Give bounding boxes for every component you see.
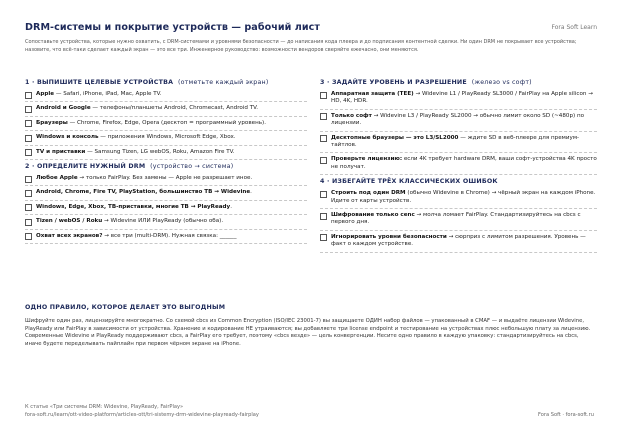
checkbox-icon[interactable] — [320, 92, 327, 99]
drm-item — [25, 189, 307, 196]
rule-text: Шифруйте один раз, лицензируйте многократно. Со схемой cbcs из Common Encryption (ISO/IEC 23001-7) вы защищаете ОДИН набор файлов — упакованный в CMAF — и выдаёте лицензии Widevine, PlayReady или FairPlay в зависимости от устройства. Хранение и кодирование НЕ утраиваются; вы добавляете три license endpoint и тестирование на устройствах плюс небольшую плату за лицензию. Современные Widevine и PlayReady поддерживают cbcs, а FairPlay его требует, поэтому «cbcs везде» — цель конвергенции. Несите одно правило в каждую упаковку: стандартизируйтесь на cbcs, иначе будете переделывать пайплайн при первом чёрном экране на iPhone. — [25, 318, 591, 347]
divider — [25, 101, 307, 102]
brand-label: Fora Soft Learn — [551, 24, 597, 31]
checkbox-icon[interactable] — [25, 219, 32, 226]
mistakes-item-label: Шифрование только cenc — [331, 212, 415, 219]
footer-site: Fora Soft · fora-soft.ru — [538, 412, 594, 418]
divider — [25, 159, 307, 160]
section-4-title — [320, 178, 597, 185]
devices-item-text: — Chrome, Firefox, Edge, Opera (десктоп = программный уровень). — [67, 119, 266, 126]
drm-item-text: → все три (multi-DRM). Нужная связка: ______ — [102, 232, 237, 239]
right-column — [320, 79, 597, 256]
drm-item — [25, 175, 307, 182]
drm-item-text: → Widevine ИЛИ PlayReady (обычно оба). — [102, 218, 224, 225]
section-3-hint: (железо vs софт) — [471, 79, 532, 86]
checkbox-icon[interactable] — [25, 176, 32, 183]
levels-item-label: Проверьте лицензию: — [331, 156, 403, 163]
devices-item — [25, 91, 307, 98]
devices-item-text: — телефоны/планшеты Android, Chromecast, Android TV. — [90, 105, 259, 112]
divider — [320, 152, 597, 153]
divider — [320, 230, 597, 231]
divider — [25, 130, 307, 131]
checkbox-icon[interactable] — [25, 204, 32, 211]
divider — [320, 252, 597, 253]
levels-item — [320, 91, 597, 106]
left-column — [25, 79, 307, 247]
divider — [25, 214, 307, 215]
intro-text: Сопоставьте устройства, которые нужно охватить, с DRM-системами и уровнями безопасности — до написания кода плеера и до подписания контентной сделки. Ни один DRM не покрывает все устройства; назовите, что всё-таки сделает каждый экран — это все три. Инженерное руководство: возможности вендоров сверяйте ежечасно, они меняются. — [25, 39, 577, 53]
levels-item-text: → Widevine L3 / PlayReady SL2000 → обычно лимит около SD (~480p) по лицензии. — [331, 112, 585, 127]
devices-item-label: TV и приставки — [36, 148, 86, 155]
divider — [25, 145, 307, 146]
devices-item — [25, 149, 307, 156]
mistakes-item — [320, 190, 597, 205]
levels-item-text: → Widevine L1 / PlayReady SL3000 / FairPlay на Apple silicon → HD, 4K, HDR. — [331, 91, 593, 105]
checkbox-icon[interactable] — [25, 233, 32, 240]
mistakes-item-label: Строить под один DRM — [331, 190, 406, 197]
section-2-heading: 2 · ОПРЕДЕЛИТЕ НУЖНЫЙ DRM — [25, 163, 146, 171]
checkbox-icon[interactable] — [320, 135, 327, 142]
checkbox-icon[interactable] — [25, 135, 32, 142]
devices-item-text: — приложения Windows, Microsoft Edge, Xbox. — [98, 134, 236, 141]
drm-item-label: Tizen / webOS / Roku — [36, 218, 103, 225]
levels-item-label: Только софт — [331, 112, 372, 119]
devices-item — [25, 134, 307, 141]
devices-item-label: Windows и консоль — [36, 134, 99, 141]
divider — [25, 200, 307, 201]
devices-item — [25, 105, 307, 112]
mistakes-item-text: → молча ломает FairPlay. Стандартизируйтесь на cbcs с первого дня. — [331, 212, 581, 226]
mistakes-item-label: Игнорировать уровни безопасности — [331, 233, 447, 240]
drm-item-label: Охват всех экранов? — [36, 232, 103, 239]
levels-item-label: Десктопные браузеры — это L3/SL2000 — [331, 134, 459, 141]
drm-item-label: Windows, Edge, Xbox, TB-приставки, многие TB → PlayReady — [36, 203, 231, 210]
drm-item-text: → только FairPlay. Без замены — Apple не разрешает иное. — [77, 175, 253, 182]
drm-item-text: . — [230, 203, 232, 210]
section-4-heading: 4 · ИЗБЕГАЙТЕ ТРЁХ КЛАССИЧЕСКИХ ОШИБОК — [320, 178, 498, 186]
drm-item — [25, 218, 307, 225]
devices-checklist — [25, 91, 307, 160]
checkbox-icon[interactable] — [320, 157, 327, 164]
mistakes-item — [320, 212, 597, 227]
devices-item-label: Apple — [36, 91, 55, 97]
worksheet-page — [25, 22, 597, 347]
checkbox-icon[interactable] — [320, 191, 327, 198]
rule-title: ОДНО ПРАВИЛО, КОТОРОЕ ДЕЛАЕТ ЭТО ВЫГОДНЫМ — [25, 304, 226, 311]
divider — [320, 131, 597, 132]
levels-item — [320, 135, 597, 150]
drm-item-text: . — [250, 189, 252, 196]
footer-url: fora-soft.ru/learn/ott-video-platform/articles-ott/tri-sistemy-drm-widevine-playready-fairplay — [25, 412, 259, 418]
checkbox-icon[interactable] — [320, 213, 327, 220]
drm-item — [25, 233, 307, 240]
section-3-heading: 3 · ЗАДАЙТЕ УРОВЕНЬ И РАЗРЕШЕНИЕ — [320, 79, 467, 86]
devices-item-text: — Safari, iPhone, iPad, Mac, Apple TV. — [54, 91, 162, 97]
checkbox-icon[interactable] — [25, 190, 32, 197]
divider — [25, 229, 307, 230]
section-3-title — [320, 79, 597, 86]
devices-item-text: — Samsung Tizen, LG webOS, Roku, Amazon Fire TV. — [85, 148, 235, 155]
divider — [25, 116, 307, 117]
section-1-hint: (отметьте каждый экран) — [177, 79, 269, 86]
checkbox-icon[interactable] — [25, 92, 32, 99]
mistakes-checklist — [320, 190, 597, 252]
mistakes-item-text: (обычно Widevine в Chrome) → чёрный экран на каждом iPhone. Идите от карты устройств. — [331, 190, 596, 204]
divider — [320, 174, 597, 175]
mistakes-item-text: → сюрприз с лимитом разрешения. Уровень — факт о каждом устройстве. — [331, 233, 586, 248]
page-title: DRM-системы и покрытие устройств — рабочий лист — [25, 22, 320, 33]
levels-item — [320, 156, 597, 171]
checkbox-icon[interactable] — [25, 120, 32, 127]
section-1-heading: 1 · ВЫПИШИТЕ ЦЕЛЕВЫЕ УСТРОЙСТВА — [25, 79, 174, 86]
levels-checklist — [320, 91, 597, 175]
levels-item-text: — ждите SD в веб-плеере для премиум-тайтлов. — [331, 134, 580, 149]
divider — [25, 243, 307, 244]
section-2-hint: (устройство → система) — [150, 163, 234, 171]
checkbox-icon[interactable] — [25, 106, 32, 113]
divider — [320, 208, 597, 209]
drm-item — [25, 204, 307, 211]
drm-item-label: Android, Chrome, Fire TV, PlayStation, большинство TB → Widevine — [36, 189, 251, 196]
divider — [320, 109, 597, 110]
mistakes-item — [320, 234, 597, 249]
footer-source: К статье «Три системы DRM: Widevine, PlayReady, FairPlay» — [25, 404, 184, 410]
levels-item-label: Аппаратная защита (TEE) — [331, 91, 414, 97]
devices-item-label: Android и Google — [36, 105, 91, 112]
checkbox-icon[interactable] — [25, 149, 32, 156]
devices-item-label: Браузеры — [36, 119, 68, 126]
checkbox-icon[interactable] — [320, 113, 327, 120]
levels-item — [320, 113, 597, 128]
section-1-title — [25, 79, 307, 86]
drm-item-label: Любое Apple — [36, 175, 78, 182]
header — [25, 22, 597, 36]
levels-item-text: если 4K требует hardware DRM, ваши софт-устройства 4K просто не получат. — [331, 156, 597, 170]
devices-item — [25, 120, 307, 127]
checkbox-icon[interactable] — [320, 234, 327, 241]
section-2-title — [25, 163, 307, 170]
drm-checklist — [25, 175, 307, 244]
divider — [25, 185, 307, 186]
